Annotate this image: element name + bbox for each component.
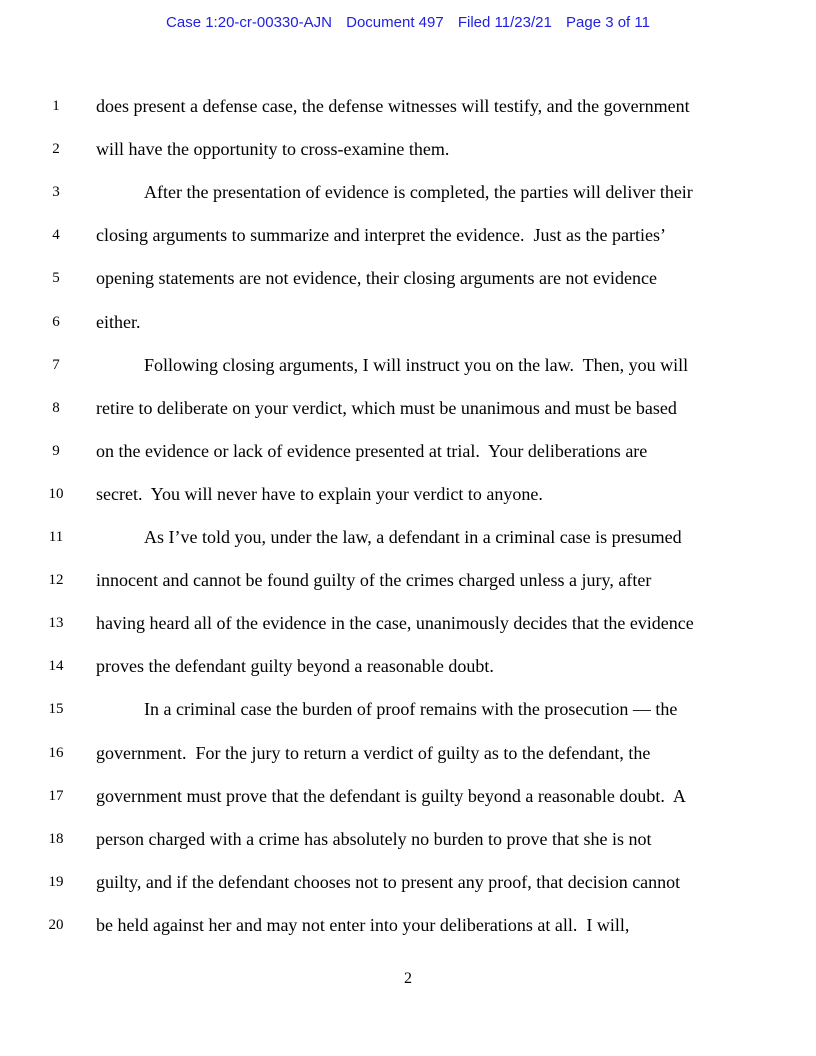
document-line <box>0 613 816 637</box>
line-number: 13 <box>48 615 64 632</box>
document-number: Document 497 <box>346 14 444 31</box>
line-number: 8 <box>52 399 60 416</box>
line-number: 5 <box>52 270 60 287</box>
line-number: 18 <box>48 830 64 847</box>
line-number: 20 <box>48 916 64 933</box>
line-number: 1 <box>52 98 60 114</box>
line-text: retire to deliberate on your verdict, which must be unanimous and must be based <box>96 397 677 418</box>
document-line <box>0 915 816 939</box>
line-text: secret. You will never have to explain your verdict to anyone. <box>96 483 543 504</box>
line-text: will have the opportunity to cross-examine them. <box>96 139 450 160</box>
document-line <box>0 484 816 508</box>
document-line <box>0 570 816 594</box>
page-indicator: Page 3 of 11 <box>566 14 650 31</box>
document-line <box>0 656 816 680</box>
page-number: 2 <box>404 970 412 987</box>
document-line <box>0 786 816 810</box>
line-text: guilty, and if the defendant chooses not to present any proof, that decision cannot <box>96 871 681 892</box>
line-number: 7 <box>52 356 60 373</box>
line-number: 15 <box>48 701 64 718</box>
document-line <box>0 312 816 336</box>
document-line <box>0 527 816 551</box>
case-header <box>0 14 816 31</box>
case-number: Case 1:20-cr-00330-AJN <box>166 14 332 31</box>
document-line <box>0 398 816 422</box>
document-line <box>0 743 816 767</box>
document-line <box>0 139 816 163</box>
line-number: 16 <box>48 744 64 761</box>
document-line <box>0 699 816 723</box>
line-text: person charged with a crime has absolutely no burden to prove that she is not <box>96 828 652 849</box>
line-number: 10 <box>48 485 64 502</box>
line-number: 17 <box>48 787 64 804</box>
line-text: opening statements are not evidence, their closing arguments are not evidence <box>96 268 657 289</box>
line-text: government must prove that the defendant is guilty beyond a reasonable doubt. A <box>96 785 686 806</box>
document-line <box>0 872 816 896</box>
filed-date: Filed 11/23/21 <box>457 14 552 31</box>
line-text: be held against her and may not enter into your deliberations at all. I will, <box>96 914 630 935</box>
line-text: on the evidence or lack of evidence presented at trial. Your deliberations are <box>96 440 648 461</box>
line-number: 3 <box>52 184 60 201</box>
document-line <box>0 268 816 292</box>
line-number: 14 <box>48 658 64 675</box>
line-text: government. For the jury to return a verdict of guilty as to the defendant, the <box>96 742 651 763</box>
document-line <box>0 829 816 853</box>
line-text: does present a defense case, the defense witnesses will testify, and the government <box>96 96 690 116</box>
line-text: either. <box>96 311 141 332</box>
document-line <box>0 182 816 206</box>
line-number: 19 <box>48 873 64 890</box>
line-text: Following closing arguments, I will instruct you on the law. Then, you will <box>144 354 689 375</box>
line-number: 4 <box>52 227 60 244</box>
line-text: As I’ve told you, under the law, a defendant in a criminal case is presumed <box>144 527 682 547</box>
document-line <box>0 355 816 379</box>
document-line <box>0 441 816 465</box>
line-text: proves the defendant guilty beyond a reasonable doubt. <box>96 656 494 677</box>
document-line <box>0 225 816 249</box>
line-text: having heard all of the evidence in the case, unanimously decides that the evidence <box>96 613 694 634</box>
document-line <box>0 96 816 120</box>
line-text: innocent and cannot be found guilty of the crimes charged unless a jury, after <box>96 570 652 591</box>
line-number: 9 <box>52 442 60 459</box>
line-number: 2 <box>52 141 60 158</box>
line-text: closing arguments to summarize and interpret the evidence. Just as the parties’ <box>96 225 666 246</box>
line-text: In a criminal case the burden of proof remains with the prosecution — the <box>144 699 678 720</box>
line-number: 6 <box>52 313 60 330</box>
line-number: 11 <box>48 529 64 545</box>
line-number: 12 <box>48 572 64 589</box>
line-text: After the presentation of evidence is completed, the parties will deliver their <box>144 182 693 203</box>
